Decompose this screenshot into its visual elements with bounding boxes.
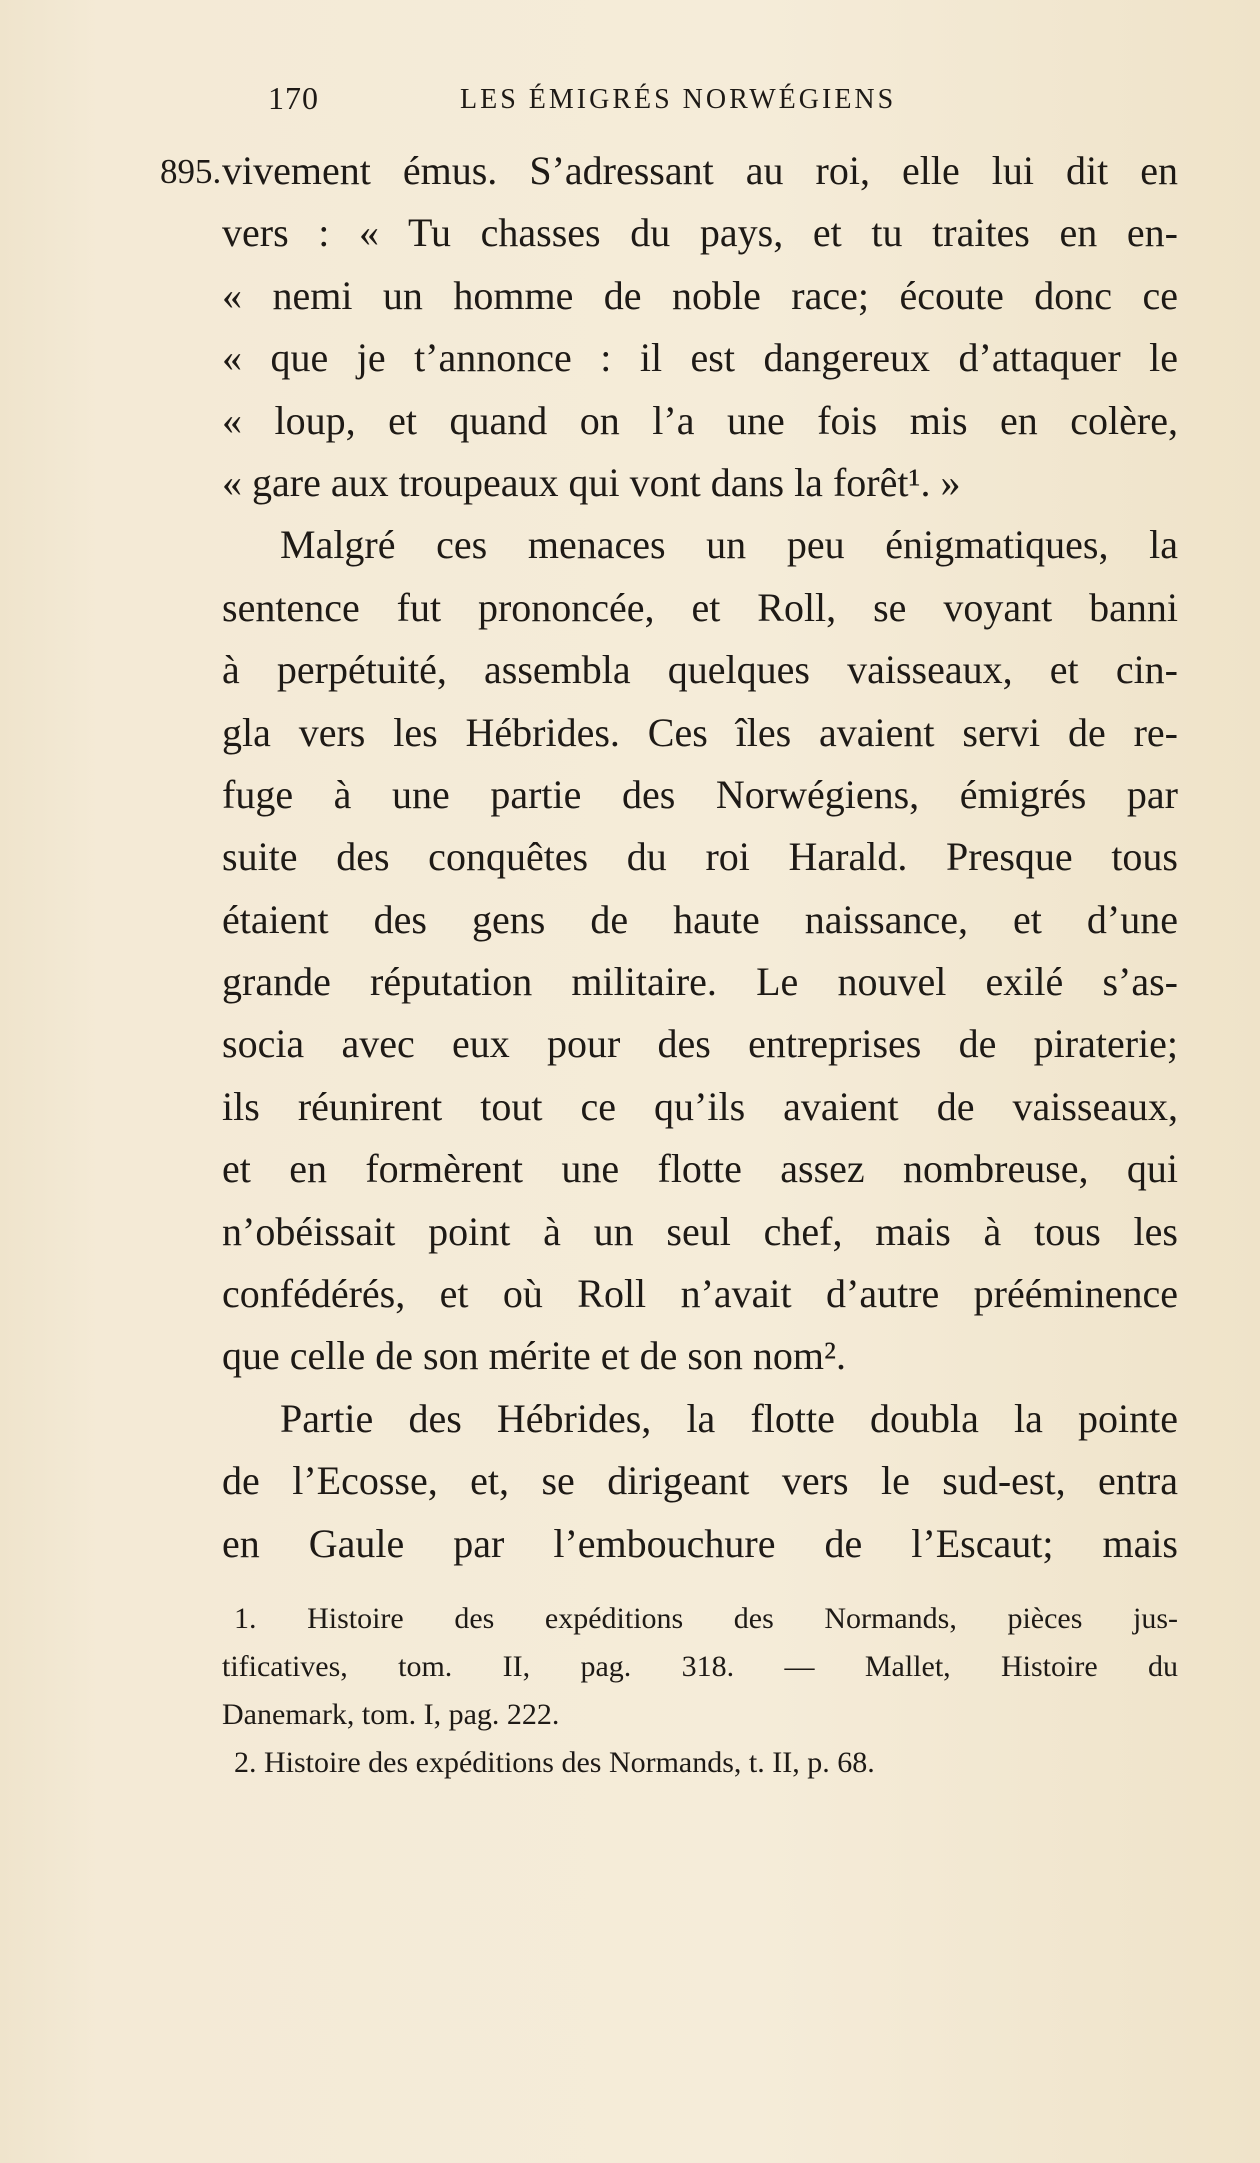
text-line: vivement émus. S’adressant au roi, elle lui dit en (222, 148, 1178, 193)
text-line: fuge à une partie des Norwégiens, émigrés par (222, 771, 1178, 817)
text-line: étaient des gens de haute naissance, et d’une (222, 896, 1178, 942)
page-header (268, 80, 1008, 120)
text-line: et en formèrent une flotte assez nombreuse, qui (222, 1146, 1178, 1192)
footnote-line: tificatives, tom. II, pag. 318. — Mallet, Histoire du (222, 1650, 1178, 1683)
text-line: grande réputation militaire. Le nouvel exilé s’as- (222, 959, 1178, 1005)
text-line: Malgré ces menaces un peu énigmatiques, la (280, 522, 1178, 568)
text-line: suite des conquêtes du roi Harald. Presque tous (222, 834, 1178, 880)
text-line: socia avec eux pour des entreprises de piraterie; (222, 1021, 1178, 1067)
text-line: de l’Ecosse, et, se dirigeant vers le sud-est, entra (222, 1458, 1178, 1504)
text-line: gla vers les Hébrides. Ces îles avaient servi de re- (222, 709, 1178, 755)
margin-year-note: 895. (160, 152, 222, 191)
running-title: LES ÉMIGRÉS NORWÉGIENS (460, 84, 897, 115)
footnote-line: 1. Histoire des expéditions des Normands, pièces jus- (234, 1602, 1178, 1635)
footnote-line: 2. Histoire des expéditions des Normands, t. II, p. 68. (234, 1746, 875, 1779)
text-line: vers : « Tu chasses du pays, et tu traites en en- (222, 210, 1178, 256)
text-line: « que je t’annonce : il est dangereux d’attaquer le (222, 335, 1178, 381)
text-line: « loup, et quand on l’a une fois mis en colère, (222, 397, 1178, 443)
text-line: sentence fut prononcée, et Roll, se voyant banni (222, 584, 1178, 630)
text-line: Partie des Hébrides, la flotte doubla la pointe (280, 1395, 1178, 1441)
text-line: ils réunirent tout ce qu’ils avaient de vaisseaux, (222, 1083, 1178, 1129)
text-line: « nemi un homme de noble race; écoute donc ce (222, 272, 1178, 318)
text-line: à perpétuité, assembla quelques vaisseaux, et cin- (222, 647, 1178, 693)
text-line: en Gaule par l’embouchure de l’Escaut; mais (222, 1520, 1178, 1566)
text-line: n’obéissait point à un seul chef, mais à tous les (222, 1208, 1178, 1254)
text-line: « gare aux troupeaux qui vont dans la forêt¹. » (222, 459, 961, 505)
page-number: 170 (268, 80, 319, 116)
body-text (222, 140, 1178, 1575)
footnotes (222, 1595, 1178, 1787)
text-line: confédérés, et où Roll n’avait d’autre prééminence (222, 1271, 1178, 1317)
text-line: que celle de son mérite et de son nom². (222, 1333, 847, 1379)
footnote-line: Danemark, tom. I, pag. 222. (222, 1698, 560, 1731)
